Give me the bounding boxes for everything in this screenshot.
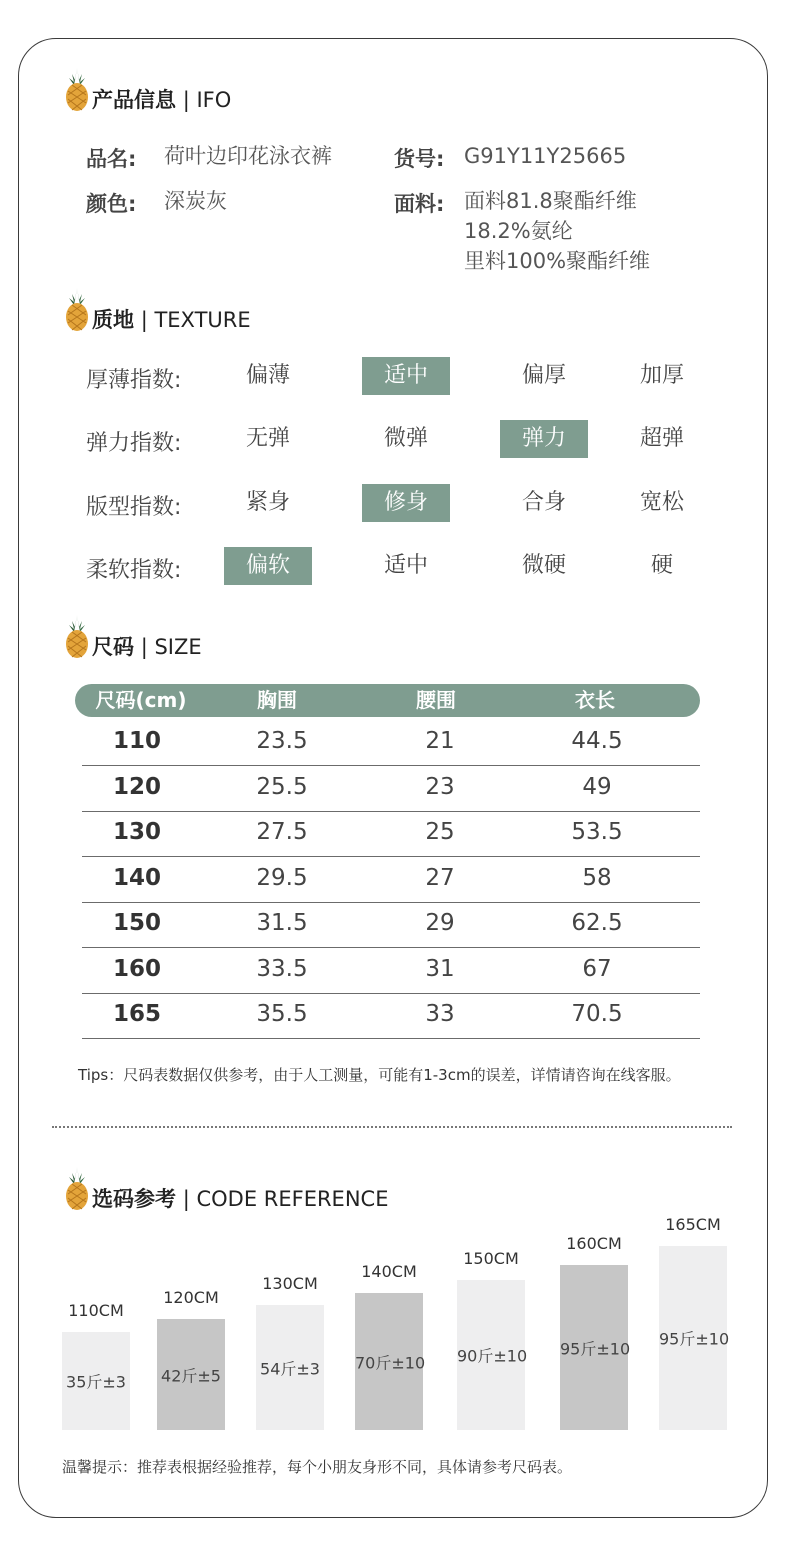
size-label: 140CM xyxy=(361,1262,417,1281)
length-cell: 62.5 xyxy=(571,910,623,936)
length-cell: 53.5 xyxy=(571,819,623,845)
weight-label: 35斤±3 xyxy=(66,1372,126,1392)
size-label: 120CM xyxy=(163,1288,219,1307)
fabric-line: 里料100%聚酯纤维 xyxy=(464,249,651,273)
reference-bar xyxy=(560,1265,631,1430)
reference-bar xyxy=(457,1280,528,1430)
waist-cell: 27 xyxy=(425,864,455,891)
chest-cell: 33.5 xyxy=(256,955,308,982)
size-label: 130CM xyxy=(262,1274,318,1293)
texture-label: 厚薄指数: xyxy=(86,368,182,393)
product-name-label: 品名: xyxy=(86,147,137,171)
texture-option-selected: 偏软 xyxy=(224,547,312,585)
size-cell: 120 xyxy=(112,773,162,800)
pineapple-icon xyxy=(64,613,90,659)
fabric-line: 面料81.8聚酯纤维 xyxy=(464,189,637,213)
table-row xyxy=(82,766,700,812)
section-title-en: TEXTURE xyxy=(154,308,251,332)
waist-cell: 23 xyxy=(425,773,455,800)
size-label: 150CM xyxy=(463,1249,519,1268)
waist-cell: 25 xyxy=(425,819,455,845)
weight-label: 42斤±5 xyxy=(161,1366,221,1385)
section-title-en: SIZE xyxy=(154,635,202,659)
texture-option: 加厚 xyxy=(639,363,684,388)
table-row xyxy=(82,720,700,766)
item-number-value: G91Y11Y25665 xyxy=(464,144,627,168)
section-title-cn: 产品信息 xyxy=(92,88,176,112)
fabric-line: 18.2%氨纶 xyxy=(464,219,573,243)
section-title-size xyxy=(64,613,202,659)
weight-label: 95斤±10 xyxy=(659,1329,730,1349)
header-waist: 腰围 xyxy=(416,688,456,712)
size-label: 160CM xyxy=(566,1234,622,1253)
color-value: 深炭灰 xyxy=(164,189,227,213)
length-cell: 58 xyxy=(582,864,612,891)
product-name-value: 荷叶边印花泳衣裤 xyxy=(164,144,332,168)
texture-option-selected: 适中 xyxy=(362,357,450,395)
footnote: 温馨提示：推荐表根据经验推荐，每个小朋友身形不同，具体请参考尺码表。 xyxy=(62,1458,573,1476)
header-size: 尺码(cm) xyxy=(95,688,187,712)
texture-label: 版型指数: xyxy=(86,495,182,520)
item-number-label: 货号: xyxy=(394,147,445,171)
color-label: 颜色: xyxy=(86,192,137,216)
texture-option: 偏厚 xyxy=(521,363,566,388)
length-cell: 49 xyxy=(582,773,612,800)
size-cell: 130 xyxy=(112,819,162,845)
reference-bar xyxy=(659,1246,730,1430)
table-row xyxy=(82,811,700,857)
pineapple-icon xyxy=(64,286,90,332)
weight-label: 54斤±3 xyxy=(260,1359,320,1378)
section-title-reference xyxy=(64,1165,388,1211)
size-tips: Tips：尺码表数据仅供参考，由于人工测量，可能有1-3cm的误差，详情请咨询在线客服。 xyxy=(78,1066,681,1084)
texture-label: 柔软指数: xyxy=(86,558,182,583)
waist-cell: 21 xyxy=(425,728,455,754)
section-title-texture xyxy=(64,286,251,332)
texture-option-selected: 修身 xyxy=(362,484,450,522)
texture-option-selected: 弹力 xyxy=(500,420,588,458)
fabric-label: 面料: xyxy=(394,192,445,216)
chest-cell: 29.5 xyxy=(256,864,308,891)
weight-label: 70斤±10 xyxy=(355,1353,426,1372)
header-chest: 胸围 xyxy=(257,688,297,712)
size-cell: 160 xyxy=(112,955,162,982)
section-title-cn: 选码参考 xyxy=(92,1187,176,1211)
section-title-info xyxy=(64,66,231,112)
length-cell: 44.5 xyxy=(571,728,623,754)
texture-option: 微硬 xyxy=(521,553,566,578)
texture-option: 合身 xyxy=(521,490,566,515)
table-row xyxy=(82,993,700,1039)
reference-bar xyxy=(62,1332,130,1430)
table-row xyxy=(82,948,700,994)
texture-option: 超弹 xyxy=(639,426,684,451)
table-row xyxy=(82,857,700,903)
waist-cell: 33 xyxy=(425,1001,455,1027)
separator: | xyxy=(140,635,148,659)
section-title-en: IFO xyxy=(196,88,232,112)
texture-option: 微弹 xyxy=(383,426,428,451)
dotted-divider xyxy=(52,1126,732,1128)
texture-label: 弹力指数: xyxy=(86,431,182,456)
weight-label: 95斤±10 xyxy=(560,1339,631,1358)
pineapple-icon xyxy=(64,66,90,112)
separator: | xyxy=(140,308,148,332)
chest-cell: 27.5 xyxy=(256,819,308,845)
reference-bar xyxy=(355,1293,426,1430)
fabric-value xyxy=(464,186,650,276)
size-cell: 150 xyxy=(112,910,162,936)
table-row xyxy=(82,902,700,948)
size-table-header xyxy=(75,684,700,717)
texture-option: 宽松 xyxy=(639,490,684,515)
pineapple-icon xyxy=(64,1165,90,1211)
reference-bar xyxy=(157,1319,225,1430)
texture-option: 硬 xyxy=(650,553,673,578)
size-label: 165CM xyxy=(665,1215,721,1234)
waist-cell: 29 xyxy=(425,910,455,936)
length-cell: 70.5 xyxy=(571,1001,623,1027)
chest-cell: 25.5 xyxy=(256,773,308,800)
chest-cell: 35.5 xyxy=(256,1001,308,1027)
separator: | xyxy=(182,1187,190,1211)
header-length: 衣长 xyxy=(575,688,615,712)
size-cell: 165 xyxy=(112,1001,162,1027)
texture-option: 适中 xyxy=(383,553,428,578)
chest-cell: 31.5 xyxy=(256,910,308,936)
size-cell: 140 xyxy=(112,864,162,891)
length-cell: 67 xyxy=(582,955,612,982)
texture-option: 紧身 xyxy=(245,490,290,515)
separator: | xyxy=(182,88,190,112)
size-label: 110CM xyxy=(68,1301,124,1320)
section-title-en: CODE REFERENCE xyxy=(196,1187,389,1211)
section-title-cn: 尺码 xyxy=(92,635,134,659)
section-title-cn: 质地 xyxy=(92,308,134,332)
chest-cell: 23.5 xyxy=(256,728,308,754)
weight-label: 90斤±10 xyxy=(457,1346,528,1366)
reference-bar xyxy=(256,1305,324,1430)
waist-cell: 31 xyxy=(425,955,455,982)
texture-option: 偏薄 xyxy=(245,363,290,388)
size-cell: 110 xyxy=(112,728,162,754)
texture-option: 无弹 xyxy=(245,426,290,451)
